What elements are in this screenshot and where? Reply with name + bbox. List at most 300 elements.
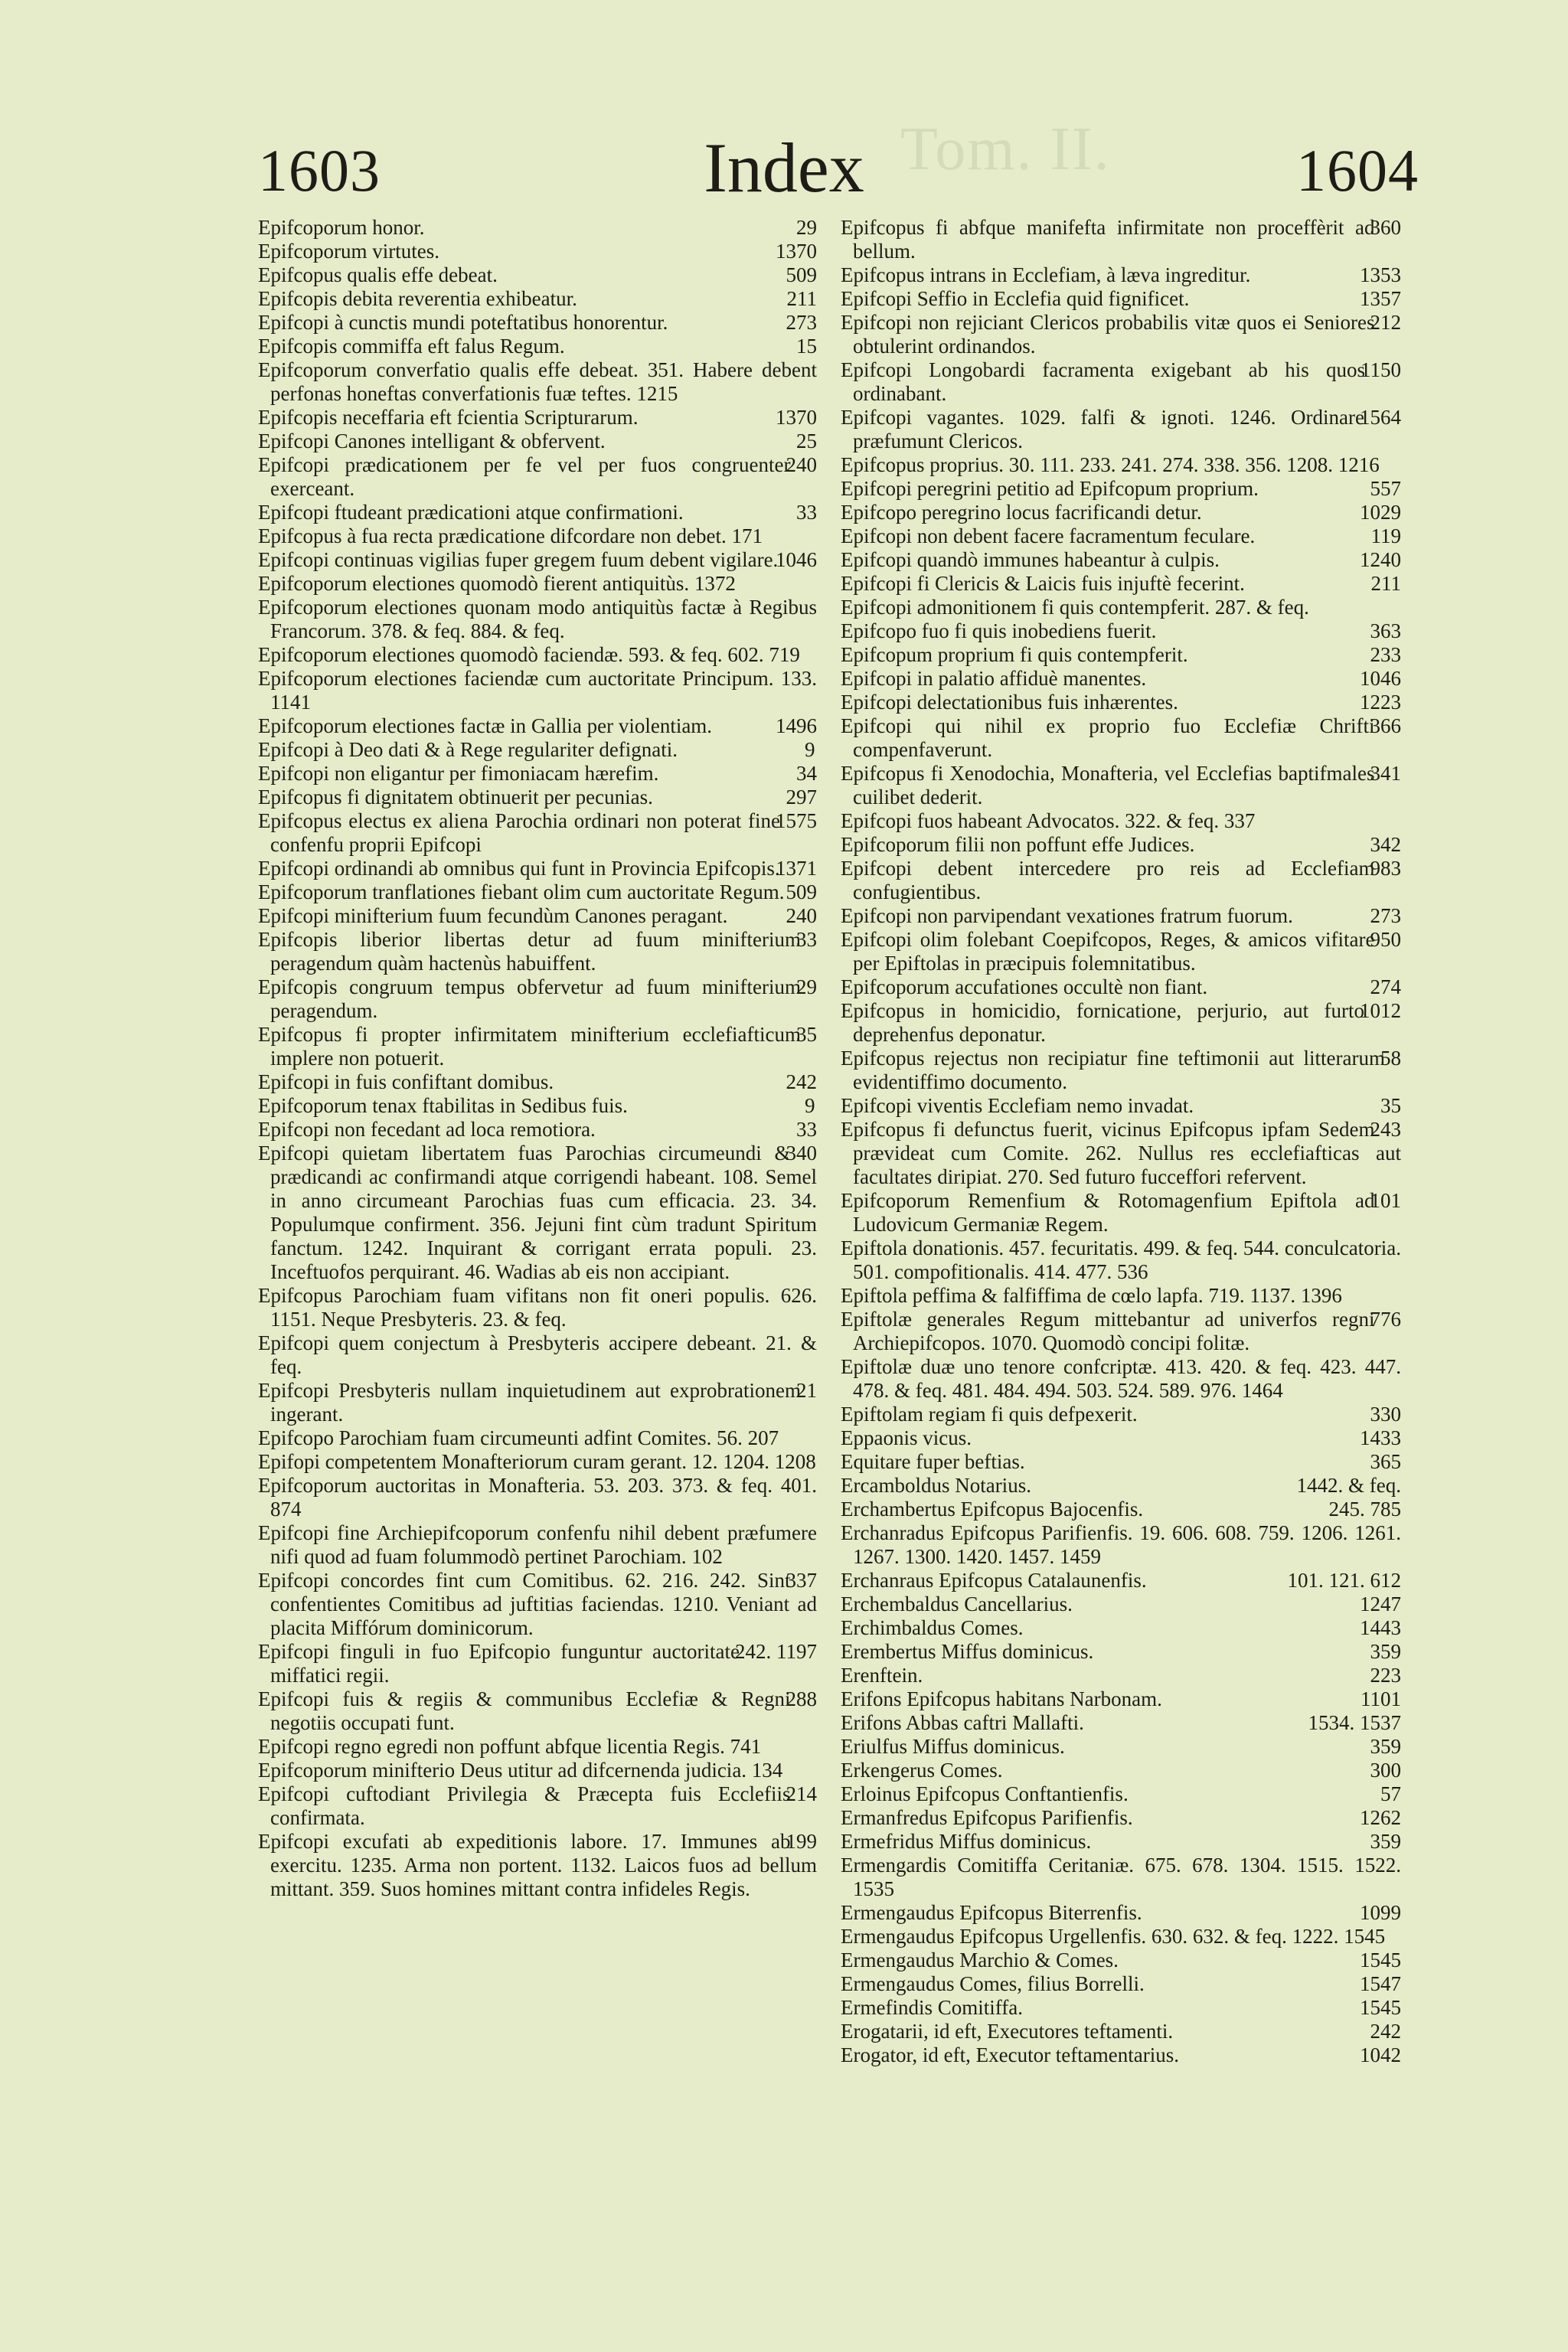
index-entry-pages: 359 (1370, 1640, 1401, 1663)
index-entry (258, 1569, 817, 1640)
index-entry-text: Ercamboldus Notarius. (841, 1474, 1031, 1497)
index-entry-text: Epifcoporum electiones faciendæ cum auctoritate Principum. 133. 1141 (258, 667, 817, 714)
index-entry-text: Epifcopis commiffa eft falus Regum. (258, 335, 565, 358)
index-entry-text: Erkengerus Comes. (841, 1759, 1003, 1782)
index-column-left (258, 216, 817, 1901)
index-entry (841, 2043, 1401, 2067)
index-entry (841, 714, 1401, 762)
index-entry-text: Epifcopi qui nihil ex proprio fuo Ecclefiæ Chrifti compenfaverunt. (841, 714, 1375, 761)
index-entry-text: Epifcopus rejectus non recipiatur fine teftimonii aut litterarum evidentiffimo documento. (841, 1047, 1385, 1093)
index-entry (841, 667, 1401, 691)
index-entry-text: Epifcoporum Remenfium & Rotomagenfium Epiftola ad Ludovicum Germaniæ Regem. (841, 1189, 1375, 1236)
index-entry-text: Epifcopi peregrini petitio ad Epifcopum proprium. (841, 477, 1259, 500)
index-entry-text: Epifcopus fi dignitatem obtinuerit per pecunias. (258, 786, 653, 808)
index-entry-pages: 557 (1370, 477, 1401, 500)
index-entry-text: Epifcopi Presbyteris nullam inquietudinem aut exprobrationem ingerant. (258, 1379, 801, 1426)
index-entry (841, 1901, 1401, 1925)
index-entry-text: Erifons Abbas caftri Mallafti. (841, 1711, 1084, 1734)
index-entry (258, 667, 817, 714)
index-entry-text: Epiftolæ generales Regum mittebantur ad univerfos regni Archiepifcopos. 1070. Quomodò concipi folitæ. (841, 1308, 1375, 1354)
index-entry (258, 216, 817, 240)
index-entry-text: Epifcopi continuas vigilias fuper gregem fuum debent vigilare. (258, 548, 779, 571)
index-entry (258, 1735, 817, 1759)
index-entry-text: Epifcopi Canones intelligant & obfervent. (258, 430, 606, 452)
index-entry-text: Epifcopo peregrino locus facrificandi detur. (841, 501, 1202, 524)
index-entry (258, 1094, 817, 1118)
index-entry (841, 1094, 1401, 1118)
index-entry (841, 548, 1401, 572)
index-entry-pages: 1150 (1361, 358, 1401, 381)
index-entry (258, 453, 817, 501)
index-entry-pages: 35 (796, 1023, 817, 1046)
index-entry (258, 975, 817, 1023)
index-entry (841, 928, 1401, 975)
index-entry-text: Epifcoporum virtutes. (258, 240, 439, 263)
index-entry-pages: 57 (1380, 1782, 1401, 1805)
index-entry (841, 1687, 1401, 1711)
index-entry-pages: 101. 121. 612 (1287, 1569, 1401, 1592)
index-entry-text: Erchembaldus Cancellarius. (841, 1592, 1073, 1615)
index-entry-text: Ermengaudus Epifcopus Urgellenfis. 630. 632. & feq. 1222. 1545 (841, 1925, 1386, 1948)
index-entry (841, 1996, 1401, 2020)
index-entry (258, 1070, 817, 1094)
index-entry-text: Erenftein. (841, 1664, 923, 1687)
index-entry-pages: 119 (1370, 524, 1401, 547)
index-entry-pages: 297 (786, 786, 817, 808)
index-entry (258, 1331, 817, 1379)
index-entry (258, 596, 817, 643)
index-entry-pages: 509 (786, 263, 817, 286)
index-entry-text: Ermengaudus Marchio & Comes. (841, 1949, 1119, 1971)
index-entry-text: Epifcopi finguli in fuo Epifcopio funguntur auctoritate miffatici regii. (258, 1640, 740, 1687)
index-entry-text: Epifcopi viventis Ecclefiam nemo invadat. (841, 1094, 1194, 1117)
index-entry-pages: 365 (1370, 1450, 1401, 1473)
index-entry-pages: 29 (796, 216, 817, 239)
index-entry (841, 643, 1401, 667)
index-entry-text: Epifcoporum tenax ftabilitas in Sedibus fuis. (258, 1094, 628, 1117)
index-entry-text: Ermengardis Comitiffa Ceritaniæ. 675. 678. 1304. 1515. 1522. 1535 (841, 1854, 1401, 1900)
index-entry-pages: 342 (1370, 833, 1401, 856)
index-entry-text: Epifcopi minifterium fuum fecundùm Canones peragant. (258, 904, 728, 927)
index-entry (258, 1426, 817, 1450)
index-entry-pages: 288 (786, 1687, 817, 1710)
index-entry-text: Epifcoporum electiones quomodò faciendæ. 593. & feq. 602. 719 (258, 643, 800, 666)
index-entry (841, 406, 1401, 453)
index-entry (841, 1403, 1401, 1426)
page-header (0, 0, 1568, 218)
index-entry-text: Epifcopi quandò immunes habeantur à culpis. (841, 548, 1220, 571)
index-entry-text: Epifcopi à cunctis mundi poteftatibus honorentur. (258, 311, 668, 334)
index-entry-text: Ermanfredus Epifcopus Parifienfis. (841, 1806, 1133, 1829)
index-entry-text: Epifcopus fi abfque manifefta infirmitate non proceffèrit ad bellum. (841, 216, 1375, 263)
index-entry (841, 1830, 1401, 1854)
index-entry (258, 1023, 817, 1070)
index-entry (841, 1521, 1401, 1569)
index-entry-pages: 1564 (1360, 406, 1401, 429)
index-entry-text: Epifcoporum electiones factæ in Gallia per violentiam. (258, 714, 713, 737)
index-entry-text: Epifcopus intrans in Ecclefiam, à læva ingreditur. (841, 263, 1251, 286)
index-entry-pages: 1240 (1360, 548, 1401, 571)
index-entry-pages: 366 (1370, 714, 1401, 737)
index-entry-text: Epifcoporum tranflationes fiebant olim cum auctoritate Regum. (258, 880, 785, 903)
index-entry-text: Epiftolam regiam fi quis defpexerit. (841, 1403, 1138, 1426)
index-entry-text: Ermefridus Miffus dominicus. (841, 1830, 1092, 1853)
index-entry (841, 1616, 1401, 1640)
index-entry (258, 643, 817, 667)
index-entry-pages: 21 (796, 1379, 817, 1402)
index-entry-text: Epifcopi fi Clericis & Laicis fuis injuftè fecerint. (841, 572, 1245, 595)
index-entry (258, 1782, 817, 1830)
index-entry (841, 2020, 1401, 2043)
index-entry (258, 762, 817, 786)
index-entry-pages: 35 (1380, 1094, 1401, 1117)
index-entry (258, 1759, 817, 1782)
index-entry (841, 501, 1401, 524)
index-entry (841, 833, 1401, 857)
index-entry-pages: 330 (1370, 1403, 1401, 1426)
index-entry (841, 1759, 1401, 1782)
page-number-right: 1604 (1296, 137, 1419, 204)
index-entry-text: Epifcopi ordinandi ab omnibus qui funt in Provincia Epifcopis. (258, 857, 780, 880)
index-entry-pages: 1370 (776, 406, 817, 429)
index-entry (258, 430, 817, 453)
index-entry-pages: 1545 (1360, 1949, 1401, 1971)
index-entry-pages: 243 (1370, 1118, 1401, 1141)
index-entry-pages: 58 (1380, 1047, 1401, 1070)
index-entry-text: Equitare fuper beftias. (841, 1450, 1025, 1473)
index-entry-pages: 273 (1370, 904, 1401, 927)
index-entry-pages: 359 (1370, 1735, 1401, 1758)
index-entry-pages: 240 (786, 453, 817, 476)
index-entry (841, 1355, 1401, 1403)
index-entry (841, 762, 1401, 809)
index-entry (258, 406, 817, 430)
index-entry-pages: 950 (1370, 928, 1401, 951)
index-entry-text: Epifcopi fuis & regiis & communibus Ecclefiæ & Regni negotiis occupati funt. (258, 1687, 791, 1734)
index-entry-pages: 274 (1370, 975, 1401, 998)
index-entry-pages: 1547 (1360, 1972, 1401, 1995)
index-entry-pages: 1029 (1360, 501, 1401, 524)
index-entry-pages: 25 (796, 430, 817, 452)
index-entry-text: Epifcopi cuftodiant Privilegia & Præcepta fuis Ecclefiis confirmata. (258, 1782, 791, 1829)
index-entry-text: Ermengaudus Comes, filius Borrelli. (841, 1972, 1145, 1995)
index-entry (258, 786, 817, 809)
index-entry-pages: 1443 (1360, 1616, 1401, 1639)
index-entry-text: Epifcopi à Deo dati & à Rege regulariter defignati. (258, 738, 678, 761)
index-entry-text: Erchimbaldus Comes. (841, 1616, 1024, 1639)
index-entry (258, 548, 817, 572)
index-entry (841, 691, 1401, 714)
index-entry-pages: 33 (796, 928, 817, 951)
index-entry-pages: 341 (1370, 762, 1401, 785)
index-entry (841, 477, 1401, 501)
index-entry (258, 1118, 817, 1142)
index-entry-text: Epifcopi non fecedant ad loca remotiora. (258, 1118, 596, 1141)
index-entry (841, 1189, 1401, 1236)
index-entry-text: Epifcopis debita reverentia exhibeatur. (258, 287, 577, 310)
index-entry-pages: 1046 (776, 548, 817, 571)
index-entry-pages: 1370 (776, 240, 817, 263)
index-entry-text: Epifcopus in homicidio, fornicatione, perjurio, aut furto deprehenfus deponatur. (841, 999, 1364, 1046)
index-entry-text: Epifcopus Parochiam fuam vifitans non fit oneri populis. 626. 1151. Neque Presbyteris. 23. & feq. (258, 1284, 817, 1331)
index-entry-pages: 359 (1370, 1830, 1401, 1853)
index-entry-pages: 1575 (776, 809, 817, 832)
index-entry-text: Epiftola donationis. 457. fecuritatis. 499. & feq. 544. conculcatoria. 501. compofitionalis. 414. 477. 536 (841, 1236, 1401, 1283)
index-entry (258, 1450, 817, 1474)
index-entry (841, 975, 1401, 999)
index-entry-text: Epifcopis liberior libertas detur ad fuum minifterium peragendum quàm hactenùs habuiffent. (258, 928, 801, 975)
index-entry-pages: 33 (796, 1118, 817, 1141)
index-entry-pages: 1371 (776, 857, 817, 880)
index-entry-text: Epiftolæ duæ uno tenore confcriptæ. 413. 420. & feq. 423. 447. 478. & feq. 481. 484. 494. 503. 524. 589. 976. 1464 (841, 1355, 1401, 1402)
index-entry (258, 1830, 817, 1901)
index-entry (841, 1284, 1401, 1308)
index-entry (841, 596, 1401, 619)
index-entry (258, 880, 817, 904)
index-entry (841, 453, 1401, 477)
index-entry-pages: 242. 1197 (735, 1640, 817, 1663)
index-entry-text: Erembertus Miffus dominicus. (841, 1640, 1094, 1663)
index-entry-pages: 1223 (1360, 691, 1401, 714)
index-entry-text: Epifcopi Longobardi facramenta exigebant ab his quos ordinabant. (841, 358, 1365, 405)
index-entry-pages: 776 (1370, 1308, 1401, 1331)
index-entry-text: Epifcopi quietam libertatem fuas Parochias circumeundi & prædicandi ac confirmandi atque corrigendi habeant. 108. Semel in anno circumeant Parochias fuas cum efficacia. 23. 34. Populumque confirment. 356. Jejuni fint cùm tradunt Spiritum fanctum. 1242. Inquirant & corrigant errata populi. 23. Inceftuofos perquirant. 46. Wadias ab eis non accipiant. (258, 1142, 817, 1283)
index-entry-pages: 211 (786, 287, 817, 310)
index-entry-text: Epifcopi in palatio affiduè manentes. (841, 667, 1147, 690)
index-entry-pages: 1012 (1360, 999, 1401, 1022)
index-entry (258, 1521, 817, 1569)
index-entry-pages: 1101 (1361, 1687, 1401, 1710)
index-entry (258, 1474, 817, 1521)
index-entry (841, 619, 1401, 643)
index-entry-pages: 273 (786, 311, 817, 334)
index-entry-text: Epifcopus fi propter infirmitatem minifterium ecclefiafticum implere non potuerit. (258, 1023, 801, 1070)
index-entry (841, 1782, 1401, 1806)
index-entry (841, 1711, 1401, 1735)
index-entry-text: Epifcopi quem conjectum à Presbyteris accipere debeant. 21. & feq. (258, 1331, 817, 1378)
index-entry (258, 714, 817, 738)
index-entry-text: Epifcopi non debent facere facramentum feculare. (841, 524, 1256, 547)
index-entry-text: Epifcopis congruum tempus obfervetur ad fuum minifterium peragendum. (258, 975, 801, 1022)
index-entry (841, 358, 1401, 406)
index-entry-text: Epifcoporum electiones quonam modo antiquitùs factæ à Regibus Francorum. 378. & feq. 884. & feq. (258, 596, 817, 642)
index-entry (841, 216, 1401, 263)
index-entry (258, 1379, 817, 1426)
index-entry-text: Epifcopi Seffio in Ecclefia quid fignificet. (841, 287, 1190, 310)
index-entry-text: Ermengaudus Epifcopus Biterrenfis. (841, 1901, 1142, 1924)
index-entry (841, 1925, 1401, 1949)
index-entry-pages: 1433 (1360, 1426, 1401, 1449)
index-entry-text: Epifcopi non rejiciant Clericos probabilis vitæ quos ei Seniores obtulerint ordinandos. (841, 311, 1375, 358)
index-entry-text: Epifcopi regno egredi non poffunt abfque licentia Regis. 741 (258, 1735, 762, 1758)
index-entry (258, 904, 817, 928)
index-entry-text: Epifcopus à fua recta prædicatione difcordare non debet. 171 (258, 524, 763, 547)
index-entry (841, 263, 1401, 287)
index-entry-text: Epifcopi excufati ab expeditionis labore. 17. Immunes ab exercitu. 1235. Arma non portent. 1132. Laicos fuos ad bellum mittant. 359. Suos homines mittant contra infideles Regis. (258, 1830, 817, 1900)
index-entry-text: Epifcopis neceffaria eft fcientia Scripturarum. (258, 406, 639, 429)
index-entry-text: Erchambertus Epifcopus Bajocenfis. (841, 1498, 1144, 1521)
index-entry-pages: 33 (796, 501, 817, 524)
index-entry (841, 287, 1401, 311)
index-entry (841, 1592, 1401, 1616)
index-entry-text: Epifcopi fine Archiepifcoporum confenfu nihil debent præfumere nifi quod ad fuam folummodò pertinet Parochiam. 102 (258, 1521, 817, 1568)
index-entry (258, 738, 817, 762)
index-entry-text: Epifcopo Parochiam fuam circumeunti adfint Comites. 56. 207 (258, 1426, 779, 1449)
index-entry-text: Epifcopus proprius. 30. 111. 233. 241. 274. 338. 356. 1208. 1216 (841, 453, 1380, 476)
index-entry-text: Erchanradus Epifcopus Parifienfis. 19. 606. 608. 759. 1206. 1261. 1267. 1300. 1420. 1457. 1459 (841, 1521, 1401, 1568)
index-entry-text: Epifcopum proprium fi quis contempferit. (841, 643, 1188, 666)
index-column-right (841, 216, 1401, 2067)
index-entry (841, 809, 1401, 833)
index-entry (258, 1142, 817, 1284)
index-entry (841, 1426, 1401, 1450)
index-entry-text: Epifcopi non eligantur per fimoniacam hærefim. (258, 762, 659, 785)
index-entry-text: Erchanraus Epifcopus Catalaunenfis. (841, 1569, 1147, 1592)
index-entry (841, 1664, 1401, 1687)
index-entry (258, 857, 817, 880)
index-entry-text: Epifcoporum minifterio Deus utitur ad difcernenda judicia. 134 (258, 1759, 783, 1782)
index-entry (841, 1498, 1401, 1521)
index-entry-pages: 360 (1370, 216, 1401, 239)
index-entry-text: Erogatarii, id eft, Executores teftamenti. (841, 2020, 1174, 2043)
index-entry-pages: 199 (786, 1830, 817, 1853)
index-entry (841, 1236, 1401, 1284)
index-entry-text: Erogator, id eft, Executor teftamentarius. (841, 2043, 1179, 2066)
index-entry (841, 1854, 1401, 1901)
index-entry-pages: 1496 (776, 714, 817, 737)
index-entry-pages: 9 (805, 738, 815, 761)
index-entry-text: Epifcopi olim folebant Coepifcopos, Reges, & amicos vifitare per Epiftolas in præcipuis folemnitatibus. (841, 928, 1375, 975)
index-entry-pages: 29 (796, 975, 817, 998)
index-entry-pages: 15 (796, 335, 817, 358)
index-entry (841, 1949, 1401, 1972)
index-entry-text: Epifcopus electus ex aliena Parochia ordinari non poterat fine confenfu proprii Epifcopi (258, 809, 780, 856)
index-entry-text: Epifcopi delectationibus fuis inhærentes. (841, 691, 1178, 714)
index-entry (258, 335, 817, 358)
page-number-left: 1603 (258, 137, 381, 204)
index-entry (841, 999, 1401, 1047)
index-entry (841, 1569, 1401, 1592)
index-entry-pages: 509 (786, 880, 817, 903)
index-entry-pages: 1247 (1360, 1592, 1401, 1615)
index-entry-text: Epifcopus fi Xenodochia, Monafteria, vel Ecclefias baptifmales cuilibet dederit. (841, 762, 1375, 808)
index-entry-pages: 1099 (1360, 1901, 1401, 1924)
index-entry-text: Erifons Epifcopus habitans Narbonam. (841, 1687, 1162, 1710)
index-entry-pages: 242 (786, 1070, 817, 1093)
index-entry-pages: 34 (796, 762, 817, 785)
index-entry (841, 1640, 1401, 1664)
index-entry-text: Epifcopi debent intercedere pro reis ad Ecclefiam confugientibus. (841, 857, 1375, 903)
index-entry (258, 240, 817, 263)
index-entry-pages: 233 (1370, 643, 1401, 666)
index-entry-pages: 1046 (1360, 667, 1401, 690)
index-entry (258, 1640, 817, 1687)
index-entry-text: Epifcopi concordes fint cum Comitibus. 62. 216. 242. Sint confentientes Comitibus ad juftitias faciendas. 1210. Veniant ad placita Miffórum dominicorum. (258, 1569, 817, 1639)
index-entry-text: Epifcoporum auctoritas in Monafteria. 53. 203. 373. & feq. 401. 874 (258, 1474, 817, 1521)
index-entry-text: Epifcoporum electiones quomodò fierent antiquitùs. 1372 (258, 572, 736, 595)
index-entry-text: Epifcoporum accufationes occultè non fiant. (841, 975, 1208, 998)
index-entry-pages: 211 (1370, 572, 1401, 595)
index-entry-pages: 212 (1370, 311, 1401, 334)
index-entry (258, 287, 817, 311)
index-entry-pages: 101 (1370, 1189, 1401, 1212)
index-entry (841, 1735, 1401, 1759)
index-entry (841, 1806, 1401, 1830)
index-entry (258, 358, 817, 406)
page-title: Index (704, 129, 864, 207)
index-entry-text: Epiftola peffima & falfiffima de cœlo lapfa. 719. 1137. 1396 (841, 1284, 1342, 1307)
index-entry-text: Epifcopi non parvipendant vexationes fratrum fuorum. (841, 904, 1293, 927)
index-entry-text: Epifcopi fuos habeant Advocatos. 322. & feq. 337 (841, 809, 1256, 832)
index-entry (258, 263, 817, 287)
index-entry-text: Epifcopi in fuis confiftant domibus. (258, 1070, 554, 1093)
index-entry-text: Ermefindis Comitiffa. (841, 1996, 1023, 2019)
index-entry-pages: 242 (1370, 2020, 1401, 2043)
index-entry-text: Epifcopo fuo fi quis inobediens fuerit. (841, 619, 1157, 642)
index-entry-pages: 245. 785 (1328, 1498, 1401, 1521)
bleed-through-text: Tom. II. (900, 116, 1111, 183)
index-entry (258, 572, 817, 596)
index-entry-text: Epifcopi admonitionem fi quis contempferit. 287. & feq. (841, 596, 1309, 619)
index-entry-text: Epifcopus qualis effe debeat. (258, 263, 498, 286)
index-entry-pages: 983 (1370, 857, 1401, 880)
index-entry (841, 311, 1401, 358)
index-entry (841, 904, 1401, 928)
index-entry-pages: 1357 (1360, 287, 1401, 310)
index-entry (258, 1284, 817, 1331)
index-entry-text: Eriulfus Miffus dominicus. (841, 1735, 1065, 1758)
index-entry-pages: 223 (1370, 1664, 1401, 1687)
index-entry-text: Epifopi competentem Monafteriorum curam gerant. 12. 1204. 1208 (258, 1450, 816, 1473)
index-entry-text: Epifcoporum converfatio qualis effe debeat. 351. Habere debent perfonas honeftas converfationis fuæ teftes. 1215 (258, 358, 817, 405)
index-entry-pages: 214 (786, 1782, 817, 1805)
index-entry (258, 524, 817, 548)
index-entry-text: Eppaonis vicus. (841, 1426, 972, 1449)
index-entry (841, 1047, 1401, 1094)
index-entry-pages: 1262 (1360, 1806, 1401, 1829)
index-entry-pages: 300 (1370, 1759, 1401, 1782)
index-entry (258, 1687, 817, 1735)
index-entry (841, 857, 1401, 904)
index-entry (841, 572, 1401, 596)
index-entry-pages: 1353 (1360, 263, 1401, 286)
index-entry (841, 1118, 1401, 1189)
index-entry (841, 524, 1401, 548)
index-entry-pages: 363 (1370, 619, 1401, 642)
index-entry-pages: 340 (786, 1142, 817, 1165)
index-entry-pages: 1534. 1537 (1308, 1711, 1401, 1734)
index-entry-pages: 9 (805, 1094, 815, 1117)
index-entry (841, 1474, 1401, 1498)
index-entry (841, 1308, 1401, 1355)
index-entry-pages: 1442. & feq. (1296, 1474, 1401, 1497)
index-entry-pages: 1545 (1360, 1996, 1401, 2019)
index-entry (258, 928, 817, 975)
index-entry-text: Epifcopi prædicationem per fe vel per fuos congruenter exerceant. (258, 453, 791, 500)
index-entry (841, 1972, 1401, 1996)
index-entry-text: Epifcopi vagantes. 1029. falfi & ignoti. 1246. Ordinare præfumunt Clericos. (841, 406, 1364, 452)
index-entry-pages: 1042 (1360, 2043, 1401, 2066)
index-entry (841, 1450, 1401, 1474)
index-entry (258, 501, 817, 524)
index-entry-text: Epifcopi ftudeant prædicationi atque confirmationi. (258, 501, 684, 524)
index-entry-text: Epifcoporum honor. (258, 216, 425, 239)
index-entry (258, 809, 817, 857)
index-entry-text: Epifcoporum filii non poffunt effe Judices. (841, 833, 1195, 856)
index-entry-text: Epifcopus fi defunctus fuerit, vicinus Epifcopus ipfam Sedem prævideat cum Comite. 262. Nullus res ecclefiafticas aut facultates diripiat. 270. Sed futuro fucceffori refervent. (841, 1118, 1401, 1188)
index-entry (258, 311, 817, 335)
index-entry-text: Erloinus Epifcopus Conftantienfis. (841, 1782, 1129, 1805)
